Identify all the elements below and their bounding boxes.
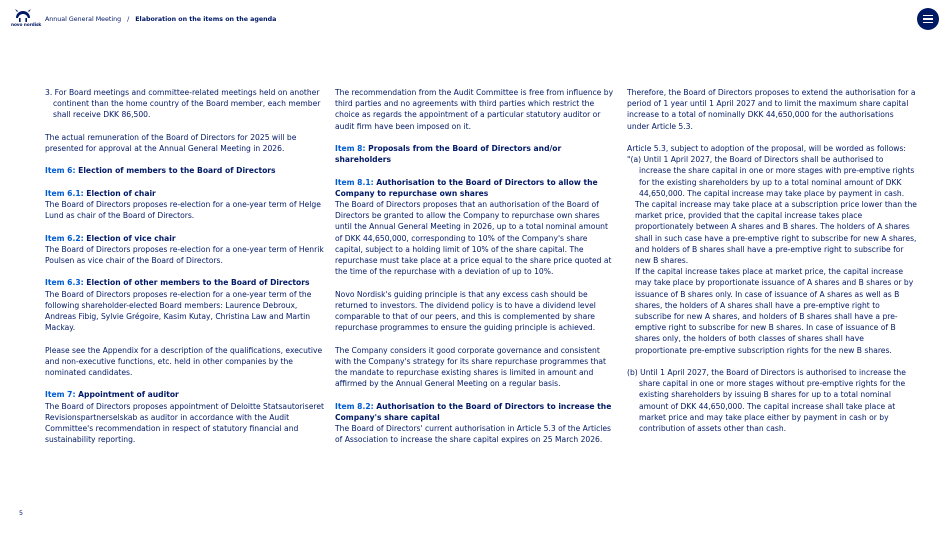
menu-button[interactable] bbox=[917, 8, 939, 30]
item-6-2-text: The Board of Directors proposes re-election for a one-year term of Henrik Poulsen as vice chair of the Board of Directors. bbox=[45, 244, 324, 265]
item-6-3-text: The Board of Directors proposes re-election for a one-year term of the following shareholder-elected Board members: Laurence Debroux, Andreas Fibig, Sylvie Grégoire, Kasim Kutay, Christina Law and Martin Mackay. bbox=[45, 289, 312, 333]
item-6-1-number: Item 6.1: bbox=[45, 188, 84, 198]
logo-wordmark: novo nordisk bbox=[11, 23, 42, 28]
hamburger-menu-icon-line bbox=[923, 22, 933, 23]
audit-committee-text: The recommendation from the Audit Committee is free from influence by third parties and no agreements with third parties which restrict the choice as regards the appointment of a particular statutory auditor or audit firm have been imposed on it. bbox=[335, 88, 614, 131]
authorisation-extension-text: Therefore, the Board of Directors proposes to extend the authorisation for a period of 1 year until 1 April 2027 and to limit the maximum share capital increase to a total of nominally DKK 44,650,000 for the authorisations under Article 5.3. bbox=[627, 88, 916, 131]
item-8-heading bbox=[335, 143, 617, 165]
item-6-3-number: Item 6.3: bbox=[45, 278, 84, 288]
item-8-2-heading bbox=[335, 401, 617, 423]
breadcrumb-root[interactable]: Annual General Meeting bbox=[45, 16, 122, 23]
article-5-3-intro: Article 5.3, subject to adoption of the proposal, will be worded as follows: bbox=[627, 144, 906, 153]
corporate-governance-text: The Company considers it good corporate governance and consistent with the Company's strategy for its share repurchase programmes that the mandate to repurchase existing shares is limited in amount and affirmed by the Annual General Meeting on a regular basis. bbox=[335, 345, 607, 389]
item-8-number: Item 8: bbox=[335, 144, 366, 153]
item-7-number: Item 7: bbox=[45, 390, 76, 400]
item-8-1-title: Authorisation to the Board of Directors to allow the Company to repurchase own shares bbox=[335, 177, 598, 198]
item-8-1-text: The Board of Directors proposes that an authorisation of the Board of Directors be granted to allow the Company to repurchase own shares until the Annual General Meeting in 2026, up to a total nominal amount of DKK 44,650,000, corresponding to 10% of the Company's share capital, subject to a holding limit of 10% of the share capital. The repurchase must take place at a price equal to the share price quoted at the time of the repurchase with a deviation of up to 10%. bbox=[335, 200, 612, 277]
item-8-2-title: Authorisation to the Board of Directors to increase the Company's share capital bbox=[335, 401, 612, 422]
article-5-3-a-para-3: If the capital increase takes place at market price, the capital increase may take place by proportionate issuance of A shares and B shares or by issuance of B shares only. In case of issuance of A shares as well as B shares, the holders of A shares shall have a pre-emptive right to subscribe for new A shares, and holders of B shares shall have a pre-emptive right to subscribe for new B shares. In case of issuance of B shares only, the holders of both classes of shares shall have proportionate pre-emptive subscription rights for the new B shares. bbox=[635, 267, 914, 355]
breadcrumb bbox=[45, 16, 276, 23]
appendix-text: Please see the Appendix for a description of the qualifications, executive and non-executive functions, etc. held in other companies by the nominated candidates. bbox=[45, 345, 323, 377]
item-8-1-heading bbox=[335, 177, 617, 199]
article-5-3-a-para-2: The capital increase may take place at a subscription price lower than the market price, provided that the capital increase takes place proportionately between A shares and B shares. The holders of A shares shall in such case have a pre-emptive right to subscribe for new A shares, and holders of B shares shall have a pre-emptive right to subscribe for new B shares. bbox=[635, 200, 917, 266]
column-2 bbox=[335, 87, 617, 457]
item-6-1-text: The Board of Directors proposes re-election for a one-year term of Helge Lund as chair of the Board of Directors. bbox=[45, 199, 321, 221]
item-6-1-title: Election of chair bbox=[83, 188, 156, 198]
item-6-heading bbox=[45, 165, 327, 176]
article-5-3-b: (b) Until 1 April 2027, the Board of Directors is authorised to increase the share capital in one or more stages without pre-emptive rights for the existing shareholders by issuing B shares for up to a total nominal amount of DKK 44,650,000. The capital increase shall take place at market price and may take place either by payment in cash or by contribution of assets other than cash. bbox=[627, 368, 906, 434]
column-3 bbox=[627, 87, 917, 445]
item-8-2-number: Item 8.2: bbox=[335, 401, 374, 411]
item-6-1-heading bbox=[45, 188, 327, 199]
item-8-title: Proposals from the Board of Directors and/or shareholders bbox=[335, 144, 562, 165]
novo-nordisk-logo bbox=[11, 9, 42, 31]
page-number: 5 bbox=[19, 510, 24, 517]
breadcrumb-current: Elaboration on the items on the agenda bbox=[135, 16, 277, 23]
apis-bull-icon bbox=[14, 9, 32, 23]
breadcrumb-separator: / bbox=[127, 16, 130, 23]
item-6-3-heading bbox=[45, 277, 327, 288]
item-7-heading bbox=[45, 389, 327, 400]
guiding-principle-text: Novo Nordisk's guiding principle is that any excess cash should be returned to investors. The dividend policy is to have a dividend level comparable to that of our peers, and this is complemented by share repurchase programmes to ensure the guiding principle is achieved. bbox=[335, 289, 596, 333]
item-6-2-title: Election of vice chair bbox=[83, 233, 176, 243]
remuneration-point-3: 3. For Board meetings and committee-related meetings held on another continent than the home country of the Board member, each member shall receive DKK 86,500. bbox=[45, 88, 321, 120]
column-1 bbox=[45, 87, 327, 457]
item-6-2-heading bbox=[45, 233, 327, 244]
item-6-number: Item 6: bbox=[45, 166, 76, 176]
item-6-title: Election of members to the Board of Directors bbox=[75, 166, 276, 176]
item-8-1-number: Item 8.1: bbox=[335, 177, 374, 187]
item-6-2-number: Item 6.2: bbox=[45, 233, 84, 243]
remuneration-2025-text: The actual remuneration of the Board of Directors for 2025 will be presented for approval at the Annual General Meeting in 2026. bbox=[45, 132, 297, 153]
hamburger-menu-icon-line bbox=[923, 18, 933, 19]
hamburger-menu-icon bbox=[923, 15, 933, 16]
item-7-title: Appointment of auditor bbox=[75, 390, 179, 400]
item-8-2-text: The Board of Directors' current authorisation in Article 5.3 of the Articles of Association to increase the share capital expires on 25 March 2026. bbox=[335, 424, 612, 445]
item-6-3-title: Election of other members to the Board of Directors bbox=[83, 278, 310, 288]
item-7-text: The Board of Directors proposes appointment of Deloitte Statsautoriseret Revisionspartnerselskab as auditor in accordance with the Audit Committee's recommendation in respect of statutory financial and sustainability reporting. bbox=[45, 401, 324, 445]
article-5-3-a-para-1: "(a) Until 1 April 2027, the Board of Directors shall be authorised to increase the share capital in one or more stages with pre-emptive rights for the existing shareholders by up to a total nominal amount of DKK 44,650,000. The capital increase may take place by payment in cash. bbox=[627, 155, 915, 198]
